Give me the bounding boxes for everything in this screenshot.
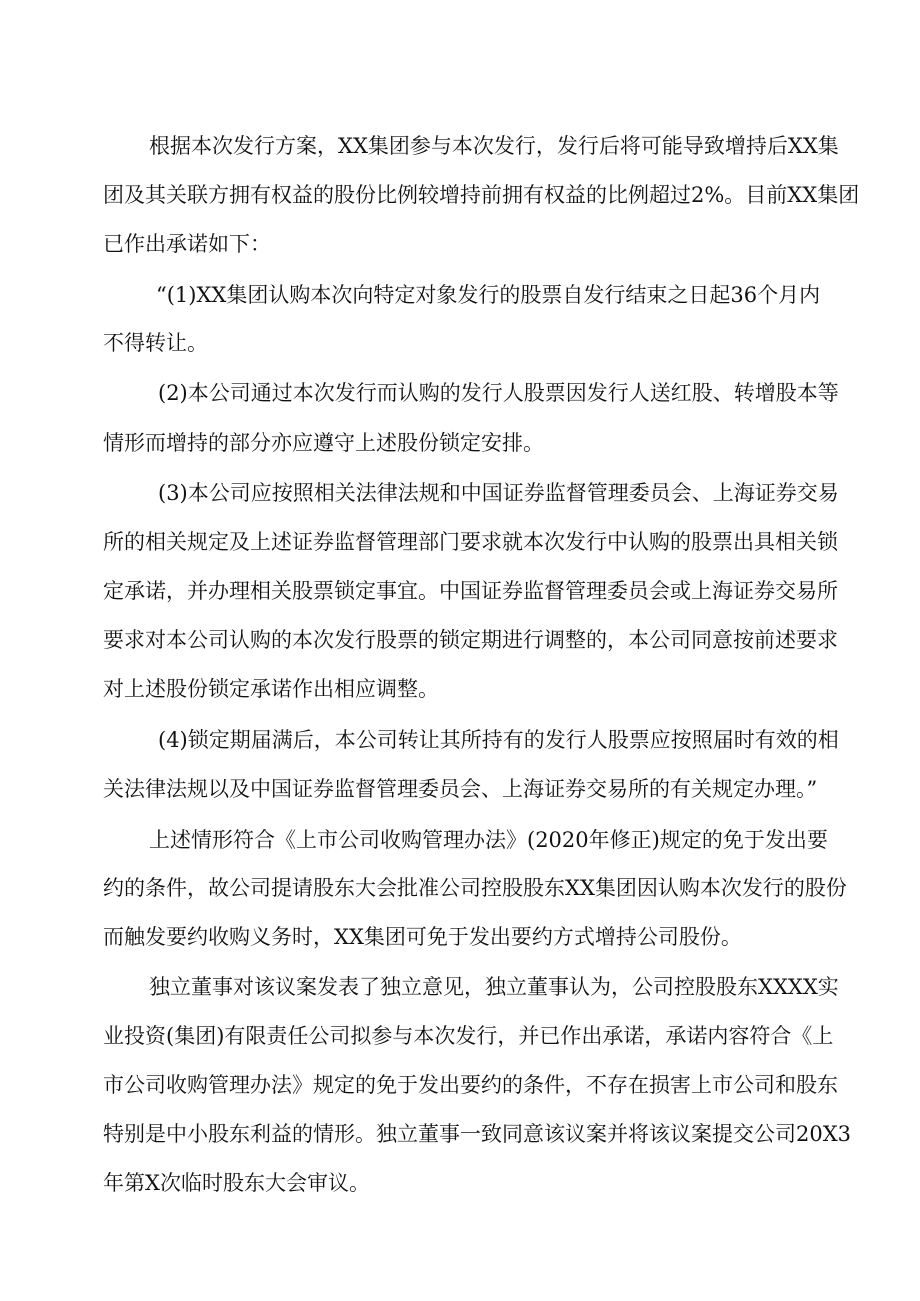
text-line: 已作出承诺如下：: [103, 232, 271, 256]
text-line: 上述情形符合《上市公司收购管理办法》(2020年修正)规定的免于发出要: [149, 828, 828, 852]
text-line: (3)本公司应按照相关法律法规和中国证券监督管理委员会、上海证券交易: [158, 481, 839, 505]
text-line: 而触发要约收购义务时，XX集团可免于发出要约方式增持公司股份。: [103, 925, 742, 949]
text-line: 情形而增持的部分亦应遵守上述股份锁定安排。: [103, 431, 544, 455]
text-line: “(1)XX集团认购本次向特定对象发行的股票自发行结束之日起36个月内: [156, 283, 821, 307]
text-line: 年第X次临时股东大会审议。: [103, 1171, 370, 1195]
text-line: (4)锁定期届满后，本公司转让其所持有的发行人股票应按照届时有效的相: [158, 728, 839, 752]
text-line: 独立董事对该议案发表了独立意见，独立董事认为，公司控股股东XXXX实: [149, 975, 839, 999]
text-line: 关法律法规以及中国证券监督管理委员会、上海证券交易所的有关规定办理。”: [103, 777, 818, 801]
text-line: 业投资(集团)有限责任公司拟参与本次发行，并已作出承诺，承诺内容符合《上: [103, 1024, 834, 1048]
text-line: 根据本次发行方案，XX集团参与本次发行，发行后将可能导致增持后XX集: [149, 134, 839, 158]
text-line: 定承诺，并办理相关股票锁定事宜。中国证券监督管理委员会或上海证券交易所: [103, 579, 838, 603]
text-line: (2)本公司通过本次发行而认购的发行人股票因发行人送红股、转增股本等: [158, 381, 839, 405]
text-line: 特别是中小股东利益的情形。独立董事一致同意该议案并将该议案提交公司20X3: [103, 1122, 852, 1146]
text-line: 不得转让。: [103, 331, 208, 355]
text-line: 约的条件，故公司提请股东大会批准公司控股股东XX集团因认购本次发行的股份: [103, 876, 847, 900]
text-line: 团及其关联方拥有权益的股份比例较增持前拥有权益的比例超过2%。目前XX集团: [103, 183, 860, 207]
text-line: 所的相关规定及上述证券监督管理部门要求就本次发行中认购的股票出具相关锁: [103, 530, 838, 554]
text-line: 对上述股份锁定承诺作出相应调整。: [103, 677, 439, 701]
text-line: 要求对本公司认购的本次发行股票的锁定期进行调整的，本公司同意按前述要求: [103, 628, 838, 652]
text-line: 市公司收购管理办法》规定的免于发出要约的条件，不存在损害上市公司和股东: [103, 1073, 838, 1097]
